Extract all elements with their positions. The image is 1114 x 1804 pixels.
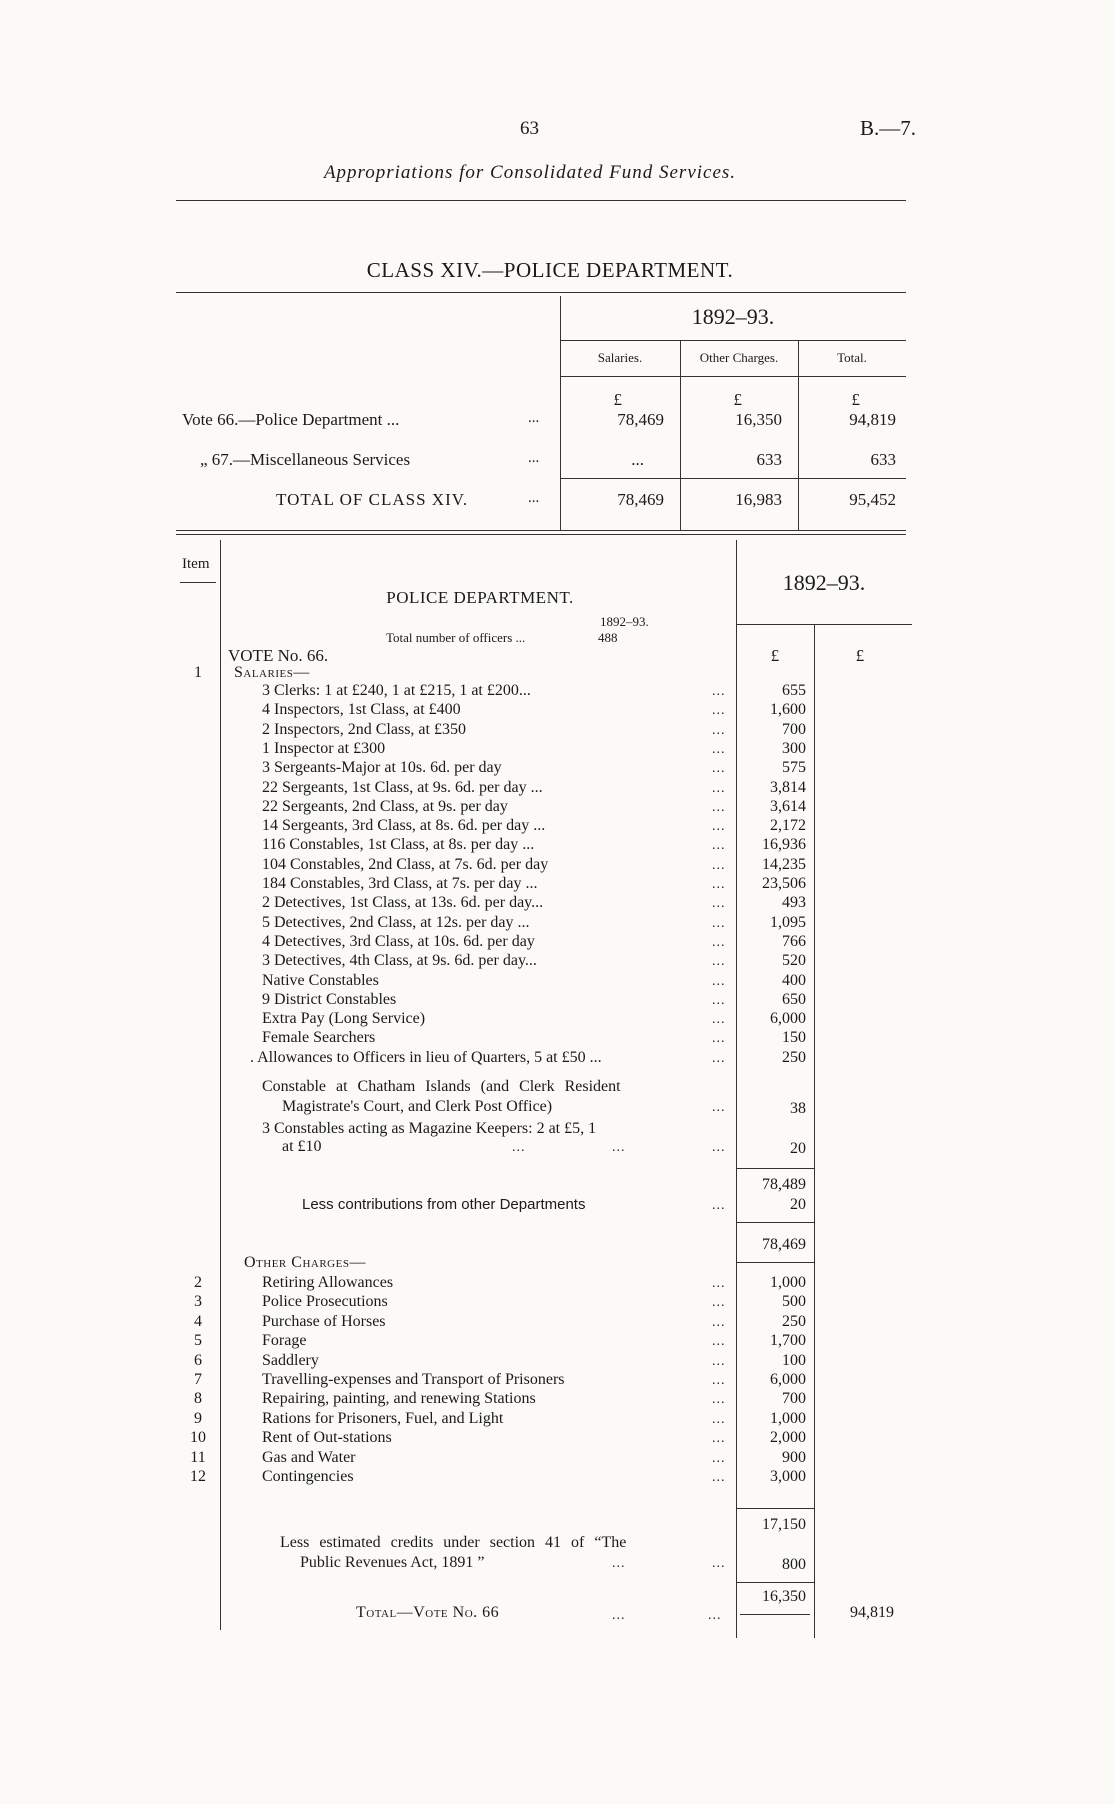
other-row-dots: ...	[712, 1373, 726, 1388]
other-row-item-number: 7	[194, 1371, 202, 1388]
other-row-amount: 250	[782, 1313, 806, 1330]
item-column-rule	[220, 540, 221, 1630]
other-row-amount: 700	[782, 1390, 806, 1407]
salary-row-dots: ...	[712, 877, 726, 892]
other-row-amount: 2,000	[770, 1429, 806, 1446]
other-row-item-number: 4	[194, 1313, 202, 1330]
summary-header-rule	[560, 376, 906, 377]
detail-heading: POLICE DEPARTMENT.	[386, 588, 574, 607]
salaries-label: Salaries—	[234, 664, 310, 681]
less-contributions-amount: 20	[790, 1196, 806, 1213]
salary-row-label: 184 Constables, 3rd Class, at 7s. per day ...	[262, 875, 538, 892]
salary-row-dots: ...	[712, 838, 726, 853]
other-row-dots: ...	[712, 1392, 726, 1407]
salary-row-label: 22 Sergeants, 1st Class, at 9s. 6d. per day ...	[262, 779, 543, 796]
salary-row-dots: ...	[712, 916, 726, 931]
other-row-dots: ...	[712, 1334, 726, 1349]
salary-row-label: . Allowances to Officers in lieu of Quarters, 5 at £50 ...	[250, 1049, 602, 1066]
chatham-line-1: Constable at Chatham Islands (and Clerk Resident	[262, 1078, 621, 1095]
other-row-item-number: 11	[190, 1449, 206, 1466]
detail-year-header: 1892–93.	[782, 570, 866, 595]
salary-row-label: 1 Inspector at £300	[262, 740, 386, 757]
other-row-label: Forage	[262, 1332, 307, 1349]
less-contributions-dots: ...	[712, 1198, 726, 1213]
less-credits-line-1: Less estimated credits under section 41 of “The	[280, 1534, 627, 1551]
other-row-dots: ...	[712, 1315, 726, 1330]
salary-row-amount: 1,600	[770, 701, 806, 718]
salary-row-amount: 150	[782, 1029, 806, 1046]
other-row-label: Travelling-expenses and Transport of Prisoners	[262, 1371, 565, 1388]
other-row-label: Rations for Prisoners, Fuel, and Light	[262, 1410, 504, 1427]
other-net-rule	[736, 1582, 814, 1583]
salary-row-dots: ...	[712, 819, 726, 834]
other-row-amount: 6,000	[770, 1371, 806, 1388]
other-row-label: Repairing, painting, and renewing Stations	[262, 1390, 536, 1407]
other-row-item-number: 6	[194, 1352, 202, 1369]
salary-row-label: 104 Constables, 2nd Class, at 7s. 6d. per day	[262, 856, 549, 873]
vote-total-dots-2: ...	[708, 1608, 722, 1623]
salary-row-dots: ...	[712, 781, 726, 796]
salary-row-dots: ...	[712, 858, 726, 873]
header-rule	[176, 200, 906, 201]
summary-year-rule	[560, 340, 906, 341]
other-row-item-number: 12	[190, 1468, 206, 1485]
salary-row-amount: 14,235	[762, 856, 806, 873]
class-title: CLASS XIV.—POLICE DEPARTMENT.	[366, 258, 734, 282]
other-row-dots: ...	[712, 1431, 726, 1446]
other-row-item-number: 9	[194, 1410, 202, 1427]
salary-row-amount: 23,506	[762, 875, 806, 892]
summary-currency-other: £	[733, 390, 742, 409]
salary-row-amount: 520	[782, 952, 806, 969]
other-row-item-number: 8	[194, 1390, 202, 1407]
summary-row-vote-67-label: „ 67.—Miscellaneous Services	[200, 450, 411, 469]
other-row-amount: 1,000	[770, 1274, 806, 1291]
salary-row-label: Native Constables	[262, 972, 379, 989]
vote-total-dots-1: ...	[612, 1608, 626, 1623]
magazine-dots-3: ...	[712, 1140, 726, 1155]
less-credits-line-2: Public Revenues Act, 1891 ”	[300, 1554, 485, 1571]
summary-col-total: Total.	[837, 350, 867, 365]
salary-row-amount: 650	[782, 991, 806, 1008]
magazine-line-2: at £10	[282, 1138, 322, 1155]
salary-row-label: 2 Detectives, 1st Class, at 13s. 6d. per day...	[262, 894, 544, 911]
salaries-subtotal: 78,489	[762, 1176, 806, 1193]
vote-total-amount: 94,819	[850, 1604, 894, 1621]
item-column-header: Item	[182, 556, 210, 572]
class-title-rule	[176, 292, 906, 293]
other-row-dots: ...	[712, 1451, 726, 1466]
other-row-item-number: 2	[194, 1274, 202, 1291]
salary-row-amount: 575	[782, 759, 806, 776]
chatham-dots: ...	[712, 1100, 726, 1115]
summary-currency-salaries: £	[613, 390, 622, 409]
salary-row-amount: 2,172	[770, 817, 806, 834]
summary-currency-total: £	[851, 390, 860, 409]
document-series: B.—7.	[860, 116, 917, 140]
summary-total-other: 16,983	[735, 490, 782, 509]
page-number: 63	[520, 118, 539, 139]
salary-row-amount: 300	[782, 740, 806, 757]
salary-row-amount: 766	[782, 933, 806, 950]
summary-bottom-rule-2	[176, 534, 906, 535]
other-row-label: Rent of Out-stations	[262, 1429, 392, 1446]
salary-row-amount: 3,814	[770, 779, 806, 796]
salary-row-amount: 493	[782, 894, 806, 911]
summary-row-vote-67-other: 633	[756, 450, 782, 469]
year-header-rule	[736, 624, 912, 625]
less-credits-dots-2: ...	[712, 1556, 726, 1571]
summary-total-salaries: 78,469	[617, 490, 664, 509]
other-row-amount: 1,000	[770, 1410, 806, 1427]
salary-row-label: 4 Inspectors, 1st Class, at £400	[262, 701, 461, 718]
salary-row-dots: ...	[712, 742, 726, 757]
magazine-line-1: 3 Constables acting as Magazine Keepers: 2 at £5, 1	[262, 1120, 597, 1137]
salary-row-dots: ...	[712, 1051, 726, 1066]
chatham-line-2: Magistrate's Court, and Clerk Post Office)	[282, 1098, 553, 1115]
salary-row-label: 3 Clerks: 1 at £240, 1 at £215, 1 at £200...	[262, 682, 531, 699]
salary-row-label: 116 Constables, 1st Class, at 8s. per day ...	[262, 836, 535, 853]
salary-row-dots: ...	[712, 723, 726, 738]
salary-row-label: 3 Detectives, 4th Class, at 9s. 6d. per day...	[262, 952, 537, 969]
salary-row-dots: ...	[712, 1012, 726, 1027]
salary-row-dots: ...	[712, 993, 726, 1008]
summary-total-total: 95,452	[849, 490, 896, 509]
summary-bottom-rule-1	[176, 530, 906, 531]
other-net-bottom-rule	[740, 1614, 810, 1615]
salary-row-label: 22 Sergeants, 2nd Class, at 9s. per day	[262, 798, 508, 815]
other-row-item-number: 3	[194, 1293, 202, 1310]
other-row-amount: 500	[782, 1293, 806, 1310]
detail-currency-amount: £	[770, 646, 780, 665]
other-row-dots: ...	[712, 1276, 726, 1291]
salary-row-label: 3 Sergeants-Major at 10s. 6d. per day	[262, 759, 502, 776]
other-subtotal: 17,150	[762, 1516, 806, 1533]
other-row-label: Saddlery	[262, 1352, 319, 1369]
other-row-amount: 1,700	[770, 1332, 806, 1349]
less-contributions-label: Less contributions from other Departments	[302, 1196, 586, 1213]
other-row-amount: 3,000	[770, 1468, 806, 1485]
salary-row-dots: ...	[712, 896, 726, 911]
salary-row-amount: 16,936	[762, 836, 806, 853]
salary-row-dots: ...	[712, 974, 726, 989]
summary-year: 1892–93.	[691, 304, 775, 329]
officers-count: 488	[598, 630, 618, 645]
less-credits-amount: 800	[782, 1556, 806, 1573]
salary-row-dots: ...	[712, 800, 726, 815]
summary-row-vote-67-dots: ...	[528, 450, 540, 466]
salary-row-amount: 655	[782, 682, 806, 699]
other-row-item-number: 10	[190, 1429, 206, 1446]
summary-total-dots: ...	[528, 490, 540, 506]
salary-row-label: Extra Pay (Long Service)	[262, 1010, 426, 1027]
summary-col-salaries: Salaries.	[597, 350, 643, 365]
vote-label: VOTE No. 66.	[228, 646, 329, 665]
magazine-dots-2: ...	[612, 1140, 626, 1155]
salary-row-label: Female Searchers	[262, 1029, 376, 1046]
other-row-label: Retiring Allowances	[262, 1274, 394, 1291]
other-row-dots: ...	[712, 1354, 726, 1369]
salary-row-label: 14 Sergeants, 3rd Class, at 8s. 6d. per day ...	[262, 817, 546, 834]
other-row-label: Purchase of Horses	[262, 1313, 386, 1330]
vote-total-label: Total—Vote No. 66	[356, 1604, 500, 1621]
summary-row-vote-67-salaries: ...	[631, 450, 644, 469]
salary-row-label: 9 District Constables	[262, 991, 397, 1008]
salary-row-label: 4 Detectives, 3rd Class, at 10s. 6d. per day	[262, 933, 535, 950]
summary-row-vote-66-other: 16,350	[735, 410, 782, 429]
salary-row-amount: 6,000	[770, 1010, 806, 1027]
other-subtotal-rule	[736, 1508, 814, 1509]
summary-row-vote-67-total: 633	[870, 450, 896, 469]
salary-row-dots: ...	[712, 703, 726, 718]
item-header-rule	[180, 582, 216, 583]
salary-row-label: 2 Inspectors, 2nd Class, at £350	[262, 721, 466, 738]
magazine-amount: 20	[790, 1140, 806, 1157]
other-charges-label: Other Charges—	[244, 1254, 366, 1271]
summary-total-label: TOTAL OF CLASS XIV.	[276, 490, 469, 509]
other-row-label: Police Prosecutions	[262, 1293, 388, 1310]
other-row-dots: ...	[712, 1470, 726, 1485]
chatham-amount: 38	[790, 1100, 806, 1117]
other-row-amount: 900	[782, 1449, 806, 1466]
running-title: Appropriations for Consolidated Fund Services.	[323, 162, 737, 183]
magazine-dots-1: ...	[512, 1140, 526, 1155]
salary-row-dots: ...	[712, 761, 726, 776]
other-row-amount: 100	[782, 1352, 806, 1369]
salaries-item-number: 1	[194, 664, 202, 681]
salaries-net: 78,469	[762, 1236, 806, 1253]
other-row-label: Contingencies	[262, 1468, 354, 1485]
salary-row-amount: 1,095	[770, 914, 806, 931]
other-row-item-number: 5	[194, 1332, 202, 1349]
salaries-net-rule	[736, 1222, 814, 1223]
salary-row-amount: 250	[782, 1049, 806, 1066]
summary-row-vote-66-total: 94,819	[849, 410, 896, 429]
summary-col-other: Other Charges.	[699, 350, 779, 365]
detail-year-small: 1892–93.	[600, 614, 649, 629]
salary-row-dots: ...	[712, 1031, 726, 1046]
salary-row-dots: ...	[712, 935, 726, 950]
less-credits-dots-1: ...	[612, 1556, 626, 1571]
total-column-rule	[814, 624, 815, 1638]
summary-row-vote-66-salaries: 78,469	[617, 410, 664, 429]
other-row-dots: ...	[712, 1412, 726, 1427]
salary-row-amount: 400	[782, 972, 806, 989]
salary-row-amount: 3,614	[770, 798, 806, 815]
other-row-label: Gas and Water	[262, 1449, 356, 1466]
salary-row-amount: 700	[782, 721, 806, 738]
other-row-dots: ...	[712, 1295, 726, 1310]
salary-row-label: 5 Detectives, 2nd Class, at 12s. per day ...	[262, 914, 530, 931]
salary-row-dots: ...	[712, 954, 726, 969]
salary-row-dots: ...	[712, 684, 726, 699]
other-net: 16,350	[762, 1588, 806, 1605]
summary-row-vote-66-label: Vote 66.—Police Department ...	[182, 410, 400, 429]
salaries-subtotal-rule	[736, 1168, 814, 1169]
summary-total-rule	[560, 478, 906, 479]
summary-row-vote-66-dots: ...	[528, 410, 540, 426]
salaries-net-bottom-rule	[736, 1262, 814, 1263]
detail-currency-total: £	[855, 646, 865, 665]
officers-label: Total number of officers ...	[386, 630, 526, 645]
